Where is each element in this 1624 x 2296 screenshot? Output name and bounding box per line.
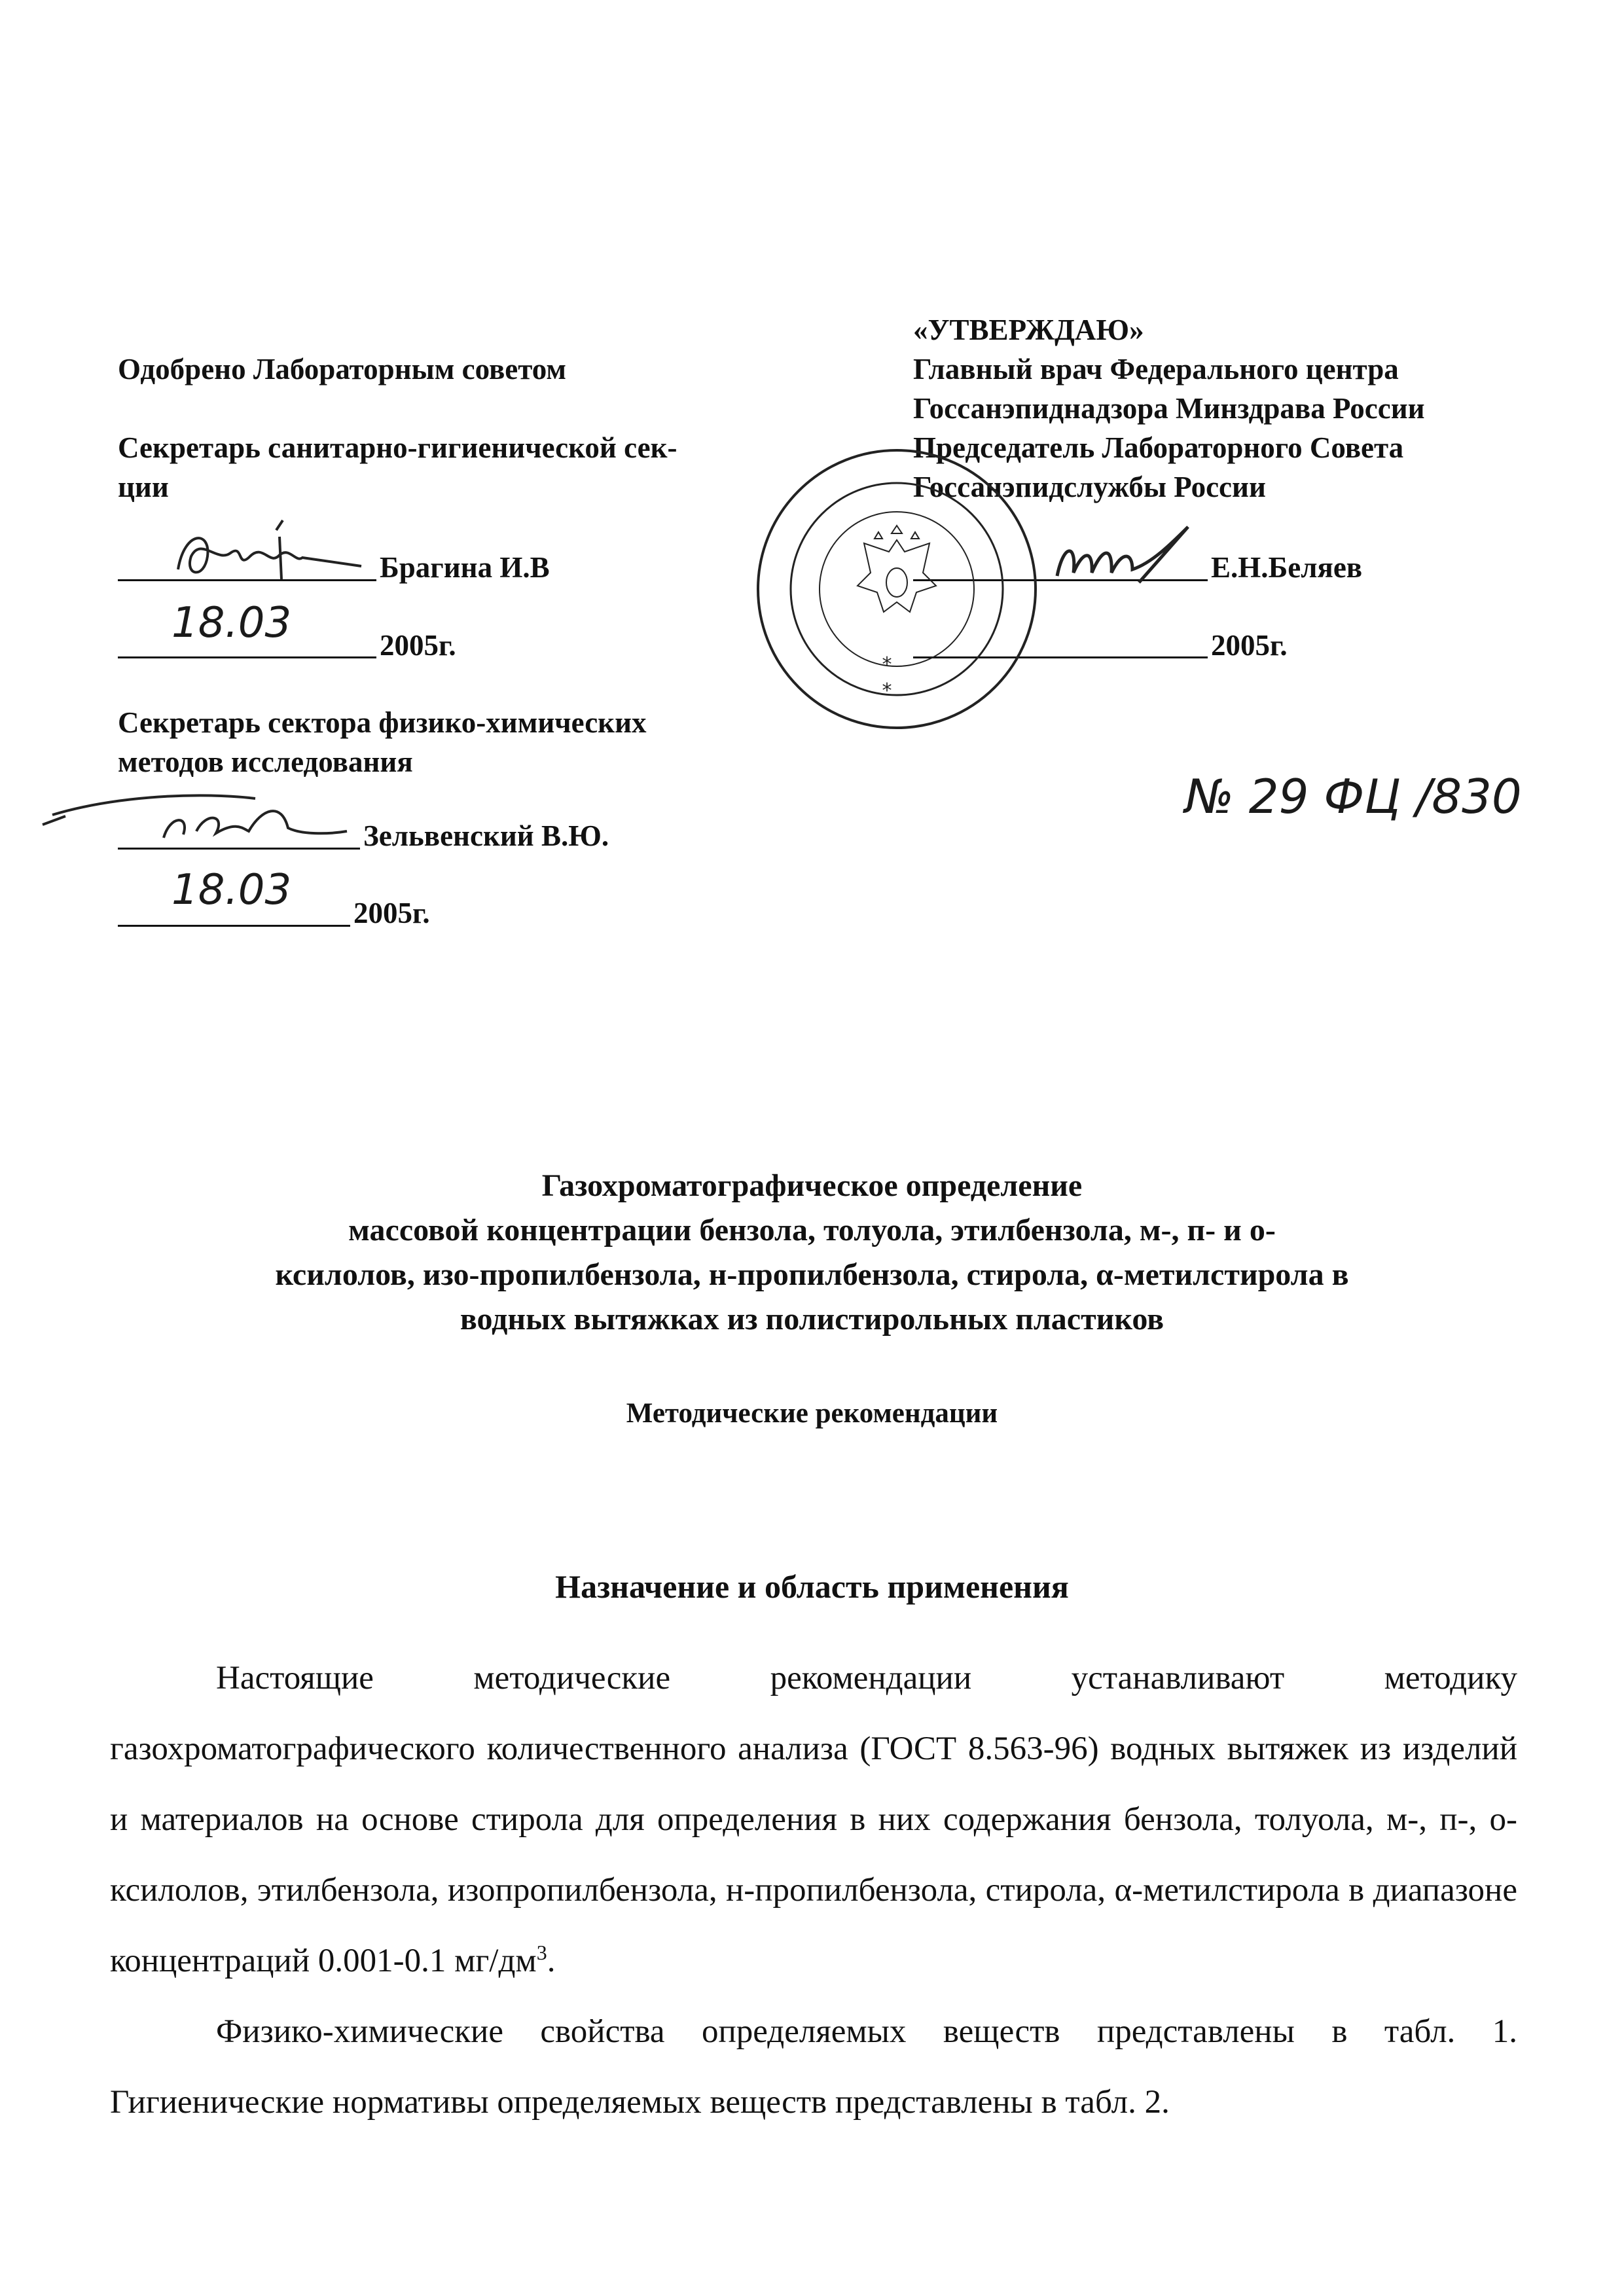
superscript: 3	[536, 1941, 547, 1964]
handwritten-signature-1	[171, 517, 368, 600]
date-line-1	[118, 656, 376, 658]
signer2-name: Зельвенский В.Ю.	[363, 819, 609, 852]
secretary-sanitary-line1: Секретарь санитарно-гигиенической сек-	[118, 431, 677, 464]
signature-2-scribble	[39, 776, 367, 854]
handwritten-date-1: 18.03	[171, 599, 292, 647]
paragraph-properties: Физико-химические свойства определяемых веществ представлены в табл. 1. Гигиенические нормативы определяемых веществ представлены в табл. 2.	[110, 2013, 1517, 2121]
handwritten-signature-2	[39, 776, 367, 865]
handwritten-date-2: 18.03	[171, 866, 292, 914]
svg-text:*: *	[882, 679, 892, 702]
approve-heading: «УТВЕРЖДАЮ»	[913, 314, 1144, 346]
handwritten-registration-number: № 29 ФЦ /830	[1185, 769, 1522, 824]
paragraph-scope-end: .	[547, 1943, 556, 1979]
official-round-stamp	[753, 445, 1041, 733]
signer1-name: Брагина И.В	[380, 551, 550, 584]
secretary-sanitary-line2: ции	[118, 471, 169, 503]
approver-handwritten-signature	[1047, 517, 1218, 606]
section-heading: Назначение и область применения	[555, 1568, 1069, 1605]
secretary-physchem-line1: Секретарь сектора физико-химических	[118, 706, 647, 739]
signer1-year: 2005г.	[380, 629, 456, 662]
svg-text:*: *	[882, 653, 892, 676]
paragraph-scope-text: Настоящие методические рекомендации устанавливают методику газохроматографического количественного анализа (ГОСТ 8.563-96) водных вытяжек из изделий и материалов на основе стирола для определения в них содержания бензола, толуола, м-, п-, о-ксилолов, этилбензола, изопропилбензола, н-пропилбензола, стирола, α-метилстирола в диапазоне концентраций 0.001-0.1 мг/дм	[110, 1660, 1517, 1979]
signature-1-scribble	[171, 517, 368, 589]
approver-title-line3: Председатель Лабораторного Совета	[913, 431, 1404, 464]
document-title-line2: массовой концентрации бензола, толуола, этилбензола, м-, п- и о-	[348, 1213, 1276, 1247]
stamp-graphic	[753, 445, 1041, 733]
signer2-year: 2005г.	[353, 897, 430, 929]
body-text	[110, 1643, 1517, 2138]
document-subtitle: Методические рекомендации	[626, 1398, 998, 1429]
approver-year: 2005г.	[1211, 629, 1288, 662]
approver-title-line4: Госсанэпидслужбы России	[913, 471, 1266, 503]
document-title-line1: Газохроматографическое определение	[541, 1168, 1083, 1203]
document-title-line3: ксилолов, изо-пропилбензола, н-пропилбензола, стирола, α-метилстирола в	[275, 1257, 1349, 1292]
approver-signature-scribble	[1047, 517, 1218, 596]
approved-by-council: Одобрено Лабораторным советом	[118, 353, 567, 386]
approver-title-line2: Госсанэпиднадзора Минздрава России	[913, 392, 1425, 425]
secretary-physchem-line2: методов исследования	[118, 745, 413, 778]
document-title-line4: водных вытяжках из полистирольных пластиков	[460, 1302, 1164, 1336]
approver-name: Е.Н.Беляев	[1211, 551, 1363, 584]
date-line-2	[118, 925, 350, 927]
approver-title-line1: Главный врач Федерального центра	[913, 353, 1399, 386]
paragraph-scope	[110, 1643, 1517, 1996]
